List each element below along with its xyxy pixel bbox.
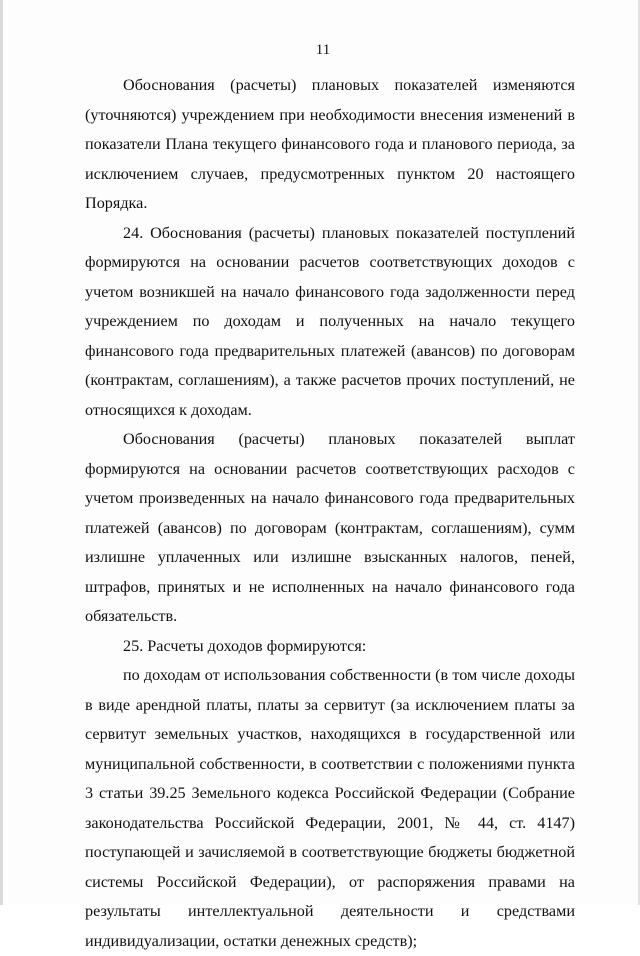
document-body (85, 71, 575, 956)
paragraph-payments-justification: Обоснования (расчеты) плановых показателей выплат формируются на основании расчетов соответствующих расходов с учетом произведенных на начало финансового года предварительных платежей (авансов) по договорам (контрактам, соглашениям), сумм излишне уплаченных или излишне взысканных налогов, пеней, штрафов, принятых и не исполненных на начало финансового года обязательств. (85, 430, 575, 625)
paragraph-property-income: по доходам от использования собственности (в том числе доходы в виде арендной платы, платы за сервитут (за исключением платы за сервитут земельных участков, находящихся в государственной или муниципальной собственности, в соответствии с положениями пункта 3 статьи 39.25 Земельного кодекса Российской Федерации (Собрание законодательства Российской Федерации, 2001, № 44, ст. 4147) поступающей и зачисляемой в соответствующие бюджеты бюджетной системы Российской Федерации), от распоряжения правами на результаты интеллектуальной деятельности и средствами индивидуализации, остатки денежных средств); (85, 666, 575, 950)
paragraph-item-25-heading: 25. Расчеты доходов формируются: (123, 636, 367, 655)
paragraph-justification-changes: Обоснования (расчеты) плановых показателей изменяются (уточняются) учреждением при необходимости внесения изменений в показатели Плана текущего финансового года и планового периода, за исключением случаев, предусмотренных пунктом 20 настоящего Порядка. (85, 76, 575, 212)
paragraph-item-24-receipts: 24. Обоснования (расчеты) плановых показателей поступлений формируются на основании расчетов соответствующих доходов с учетом возникшей на начало финансового года задолженности перед учреждением по доходам и полученных на начало текущего финансового года предварительных платежей (авансов) по договорам (контрактам, соглашениям), а также расчетов прочих поступлений, не относящихся к доходам. (85, 223, 575, 419)
page-number: 11 (315, 42, 331, 58)
